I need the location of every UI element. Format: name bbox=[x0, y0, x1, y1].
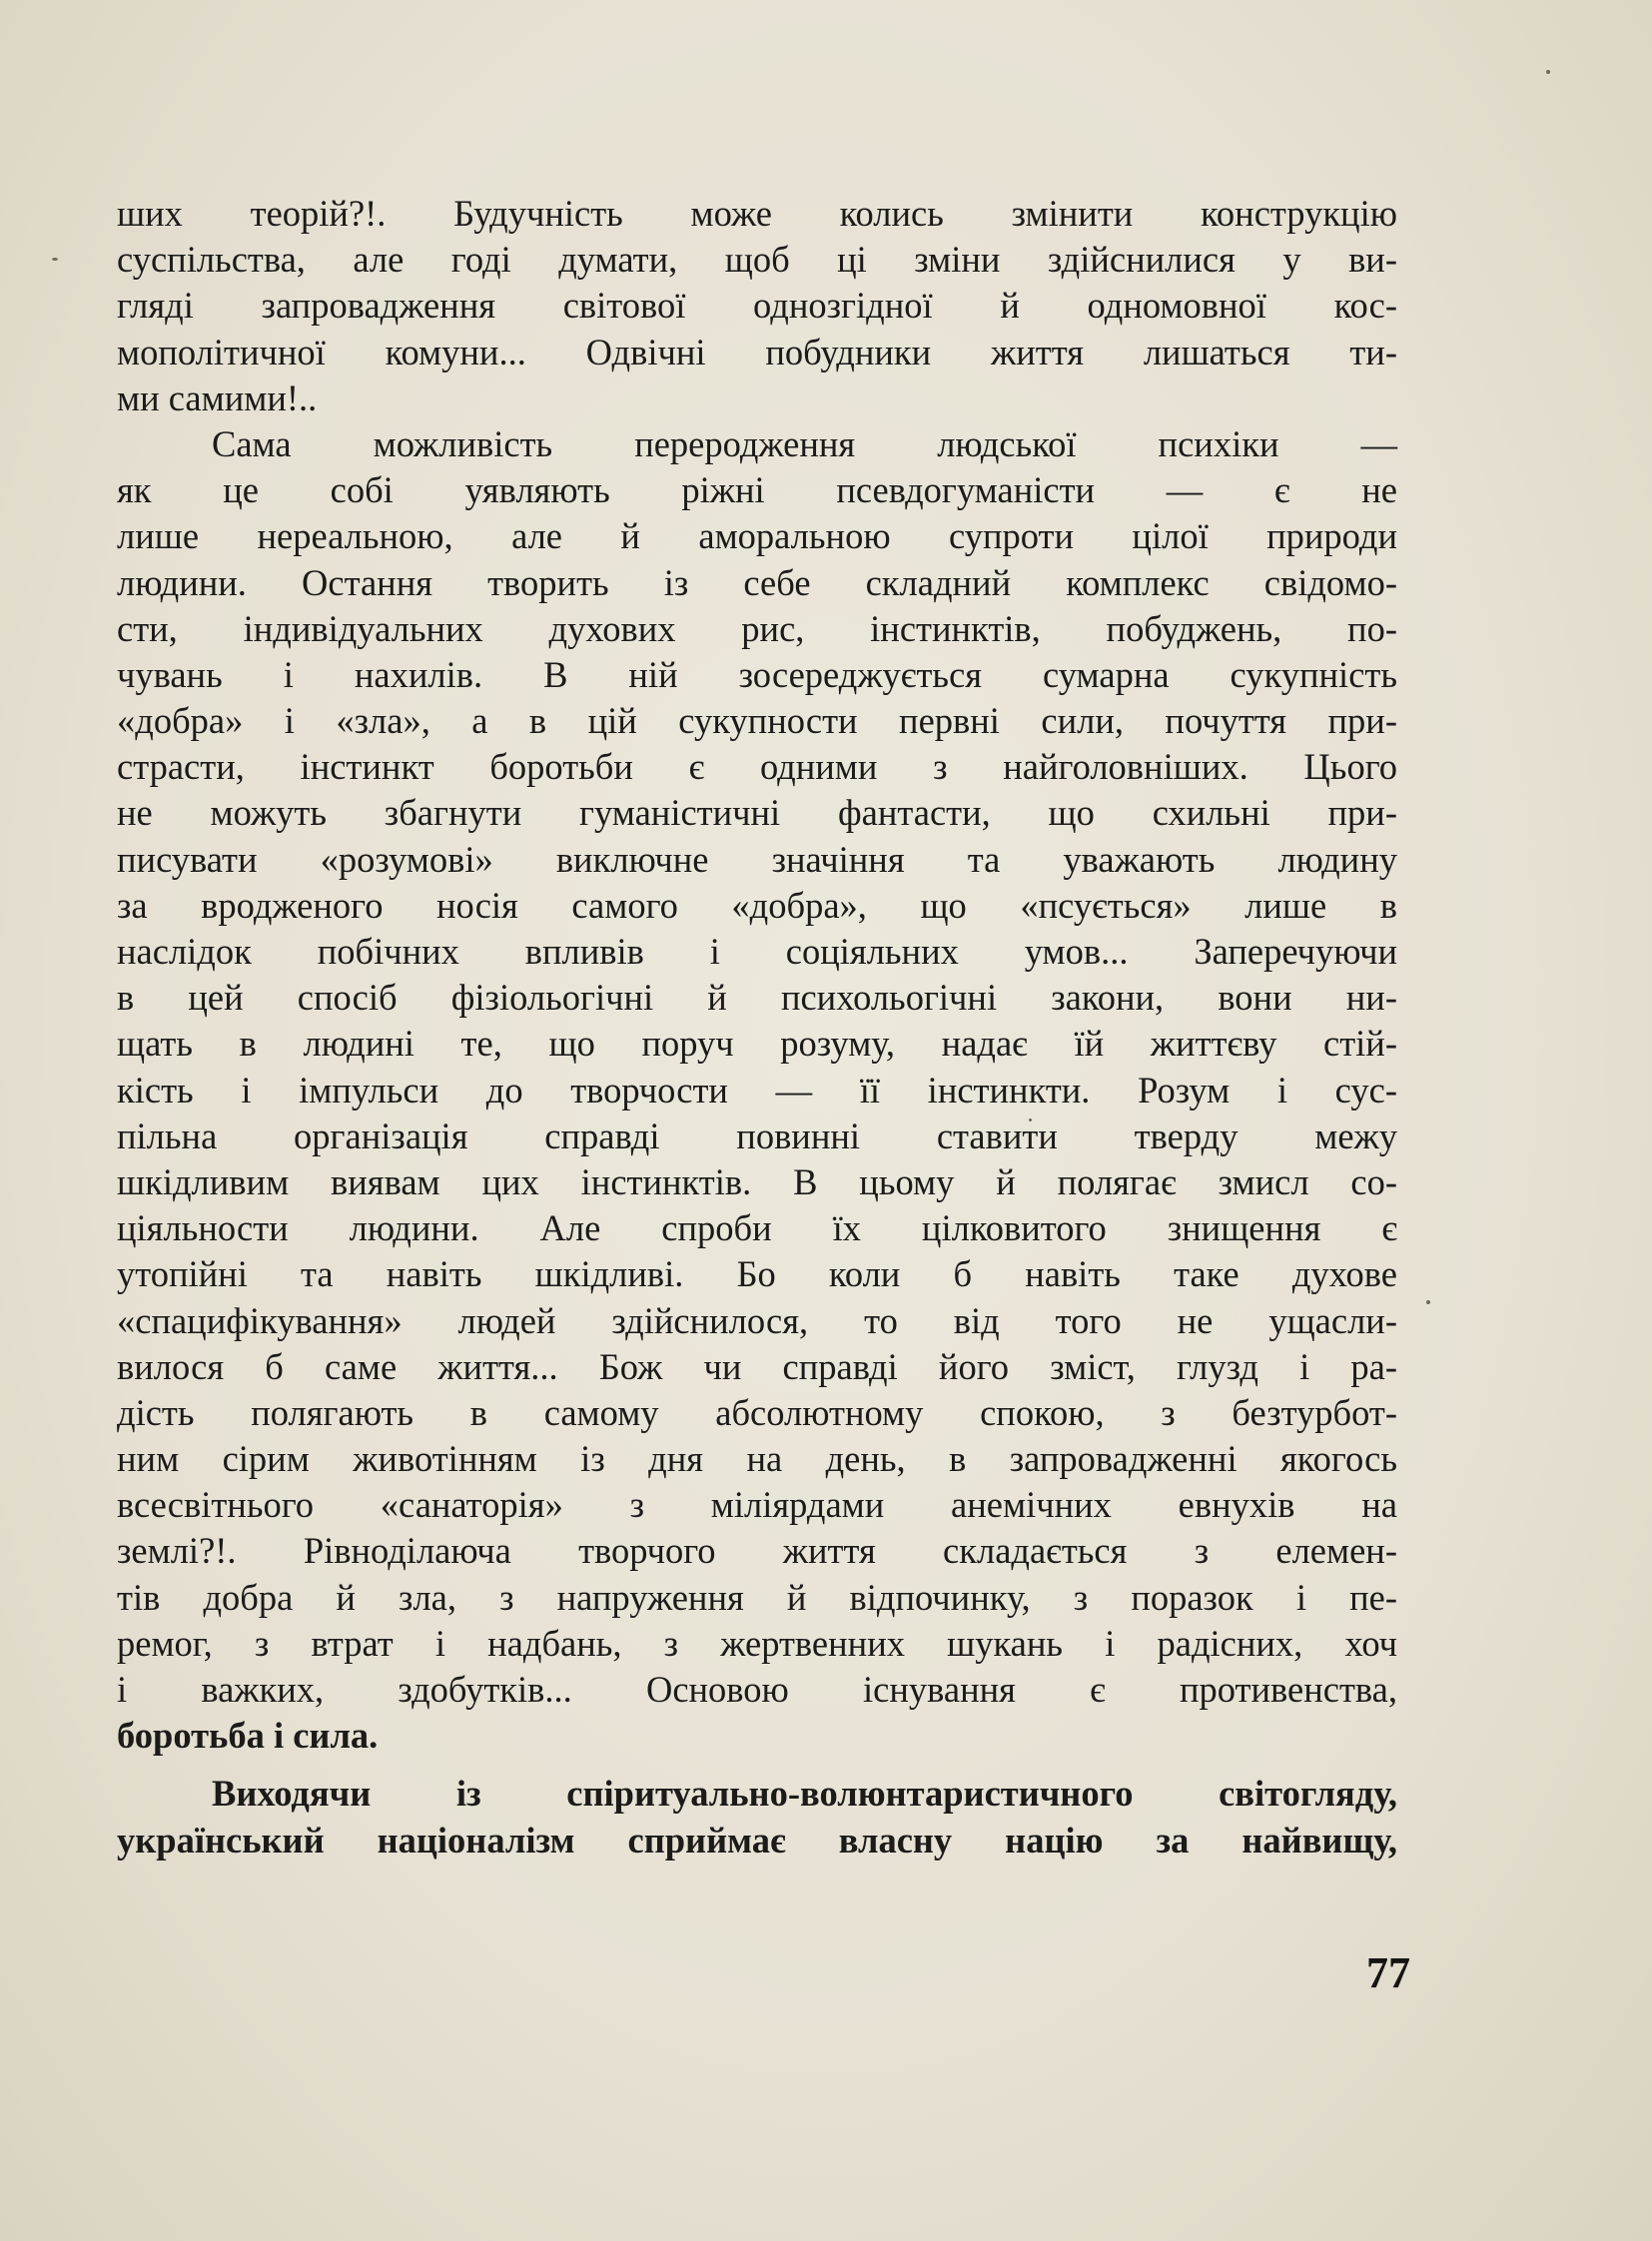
text-line: чувань і нахилів. В ній зосереджується сумарна сукупність bbox=[117, 653, 1397, 695]
text-line: Сама можливість переродження людської психіки — bbox=[212, 422, 1397, 464]
text-line: гляді запровадження світової однозгідної й одномовної кос- bbox=[117, 285, 1397, 327]
text-line: ми самими!.. bbox=[117, 376, 318, 418]
text-line: ремог, з втрат і надбань, з жертвенних шукань і радісних, хоч bbox=[117, 1622, 1397, 1664]
paper-speck bbox=[1426, 1300, 1430, 1304]
text-line: як це собі уявляють ріжні псевдогуманісти — є не bbox=[117, 469, 1397, 511]
text-line: суспільства, але годі думати, щоб ці зміни здійснилися у ви- bbox=[117, 239, 1397, 281]
text-line: Виходячи із спіритуально-волюнтаристичного світогляду, bbox=[212, 1773, 1397, 1815]
text-line: ших теорій?!. Будучність може колись змінити конструкцію bbox=[117, 193, 1397, 234]
text-line: ним сірим животінням із дня на день, в запровадженні якогось bbox=[117, 1438, 1397, 1480]
text-line: «спацифікування» людей здійснилося, то від того не ущасли- bbox=[117, 1299, 1397, 1341]
text-line: сти, індивідуальних духових рис, інстинктів, побуджень, по- bbox=[117, 607, 1397, 649]
paper-speck bbox=[1546, 70, 1550, 74]
text-line: український націоналізм сприймає власну націю за найвищу, bbox=[117, 1819, 1397, 1861]
text-line: за вродженого носія самого «добра», що «псується» лише в bbox=[117, 884, 1397, 926]
text-line: щать в людині те, що поруч розуму, надає їй життєву стій- bbox=[117, 1023, 1397, 1065]
text-line: пільна організація справді повинні ставити тверду межу bbox=[117, 1115, 1397, 1156]
text-line: наслідок побічних впливів і соціяльних умов... Заперечуючи bbox=[117, 931, 1397, 972]
text-line: вилося б саме життя... Бож чи справді його зміст, глузд і ра- bbox=[117, 1345, 1397, 1387]
text-line: тів добра й зла, з напруження й відпочинку, з поразок і пе- bbox=[117, 1576, 1397, 1618]
text-line: писувати «розумові» виключне значіння та уважають людину bbox=[117, 838, 1397, 880]
body-text bbox=[117, 191, 1397, 1864]
text-line: мополітичної комуни... Одвічні побудники життя лишаться ти- bbox=[117, 331, 1397, 373]
text-line: в цей спосіб фізіольогічні й психольогічні закони, вони ни- bbox=[117, 977, 1397, 1019]
text-line: землі?!. Рівноділаюча творчого життя складається з елемен- bbox=[117, 1530, 1397, 1572]
text-line: дість полягають в самому абсолютному спокою, з безтурбот- bbox=[117, 1391, 1397, 1433]
text-line: людини. Остання творить із себе складний комплекс свідомо- bbox=[117, 561, 1397, 603]
text-line: боротьба і сила. bbox=[117, 1715, 379, 1757]
page-number: 77 bbox=[1366, 1948, 1410, 1997]
text-line: і важких, здобутків... Основою існування є противенства, bbox=[117, 1669, 1397, 1710]
text-line: лише нереальною, але й аморальною супроти цілої природи bbox=[117, 515, 1397, 557]
text-line: ціяльности людини. Але спроби їх цілковитого знищення є bbox=[117, 1207, 1397, 1249]
text-line: страсти, інстинкт боротьби є одними з найголовніших. Цього bbox=[117, 746, 1397, 788]
text-line: всесвітнього «санаторія» з міліярдами анемічних евнухів на bbox=[117, 1484, 1397, 1526]
text-line: утопійні та навіть шкідливі. Бо коли б навіть таке духове bbox=[117, 1253, 1397, 1295]
paper-speck bbox=[52, 258, 58, 261]
text-line: «добра» і «зла», а в цій сукупности первні сили, почуття при- bbox=[117, 700, 1397, 742]
text-line: не можуть збагнути гуманістичні фантасти, що схильні при- bbox=[117, 792, 1397, 834]
text-line: шкідливим виявам цих інстинктів. В цьому й полягає змисл со- bbox=[117, 1160, 1397, 1202]
text-line: кість і імпульси до творчости — її інстинкти. Розум і сус- bbox=[117, 1069, 1397, 1111]
